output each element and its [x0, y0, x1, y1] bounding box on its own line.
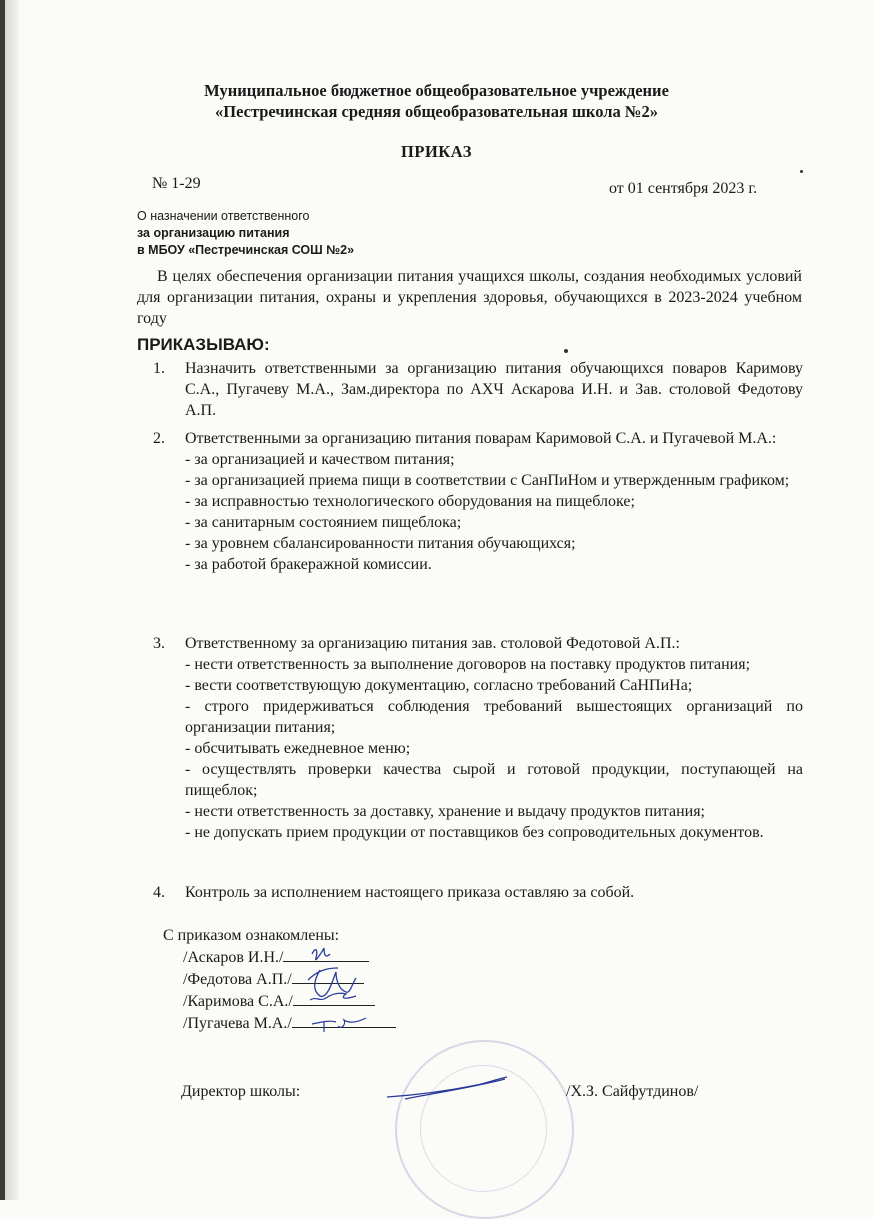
order-date: от 01 сентября 2023 г.	[609, 180, 758, 197]
subject-line-1: О назначении ответственного	[137, 209, 310, 223]
order-subject	[137, 208, 354, 259]
sub-item: - вести соответствующую документацию, согласно требований СаНПиНа;	[185, 677, 693, 694]
scan-speck	[564, 349, 568, 353]
preamble-paragraph: В целях обеспечения организации питания учащихся школы, создания необходимых условий для организации питания, охраны и укрепления здоровья, обучающихся в 2023-2024 учебном году	[137, 268, 802, 327]
director-signature	[385, 1075, 515, 1105]
signer-name: /Аскаров И.Н./	[183, 949, 284, 966]
sub-item: - за уровнем сбалансированности питания обучающихся;	[185, 535, 576, 552]
signer-name: /Федотова А.П./	[183, 971, 292, 988]
item-number: 3.	[153, 635, 165, 652]
order-item-2	[153, 428, 803, 575]
org-name-line1: Муниципальное бюджетное общеобразовательное учреждение	[204, 81, 669, 100]
sub-item: - нести ответственность за выполнение договоров на поставку продуктов питания;	[185, 656, 751, 673]
org-name-line2: «Пестречинская средняя общеобразовательная школа №2»	[215, 102, 658, 121]
sub-item: - нести ответственность за доставку, хранение и выдачу продуктов питания;	[185, 803, 705, 820]
sub-item: - за работой бракеражной комиссии.	[185, 556, 432, 573]
order-item-3	[153, 633, 803, 843]
subject-line-2: за организацию питания	[137, 226, 290, 240]
sub-item: - за организацией и качеством питания;	[185, 451, 455, 468]
order-number: № 1-29	[152, 175, 201, 192]
signer-name: /Пугачева М.А./	[183, 1015, 292, 1032]
sub-item: - осуществлять проверки качества сырой и готовой продукции, поступающей на пищеблок;	[185, 761, 803, 799]
scan-speck	[800, 170, 803, 173]
signature-karimova	[310, 993, 356, 1000]
signer-name: /Каримова С.А./	[183, 993, 293, 1010]
item-text: Ответственному за организацию питания зав. столовой Федотовой А.П.:	[185, 635, 680, 652]
signature-fedotova	[308, 968, 356, 996]
signature-pugacheva	[312, 1018, 366, 1032]
item-number: 4.	[153, 884, 165, 901]
director-name: /Х.З. Сайфутдинов/	[566, 1083, 699, 1100]
item-text: Назначить ответственными за организацию питания обучающихся поваров Каримову С.А., Пугачеву М.А., Зам.директора по АХЧ Аскарова И.Н. и Зав. столовой Федотову А.П.	[185, 360, 803, 419]
document-title: ПРИКАЗ	[401, 142, 472, 161]
sub-item: - за санитарным состоянием пищеблока;	[185, 514, 462, 531]
sub-item: - за исправностью технологического оборудования на пищеблоке;	[185, 493, 635, 510]
signature-askarov	[312, 948, 330, 960]
order-item-4	[153, 882, 803, 903]
item-number: 2.	[153, 430, 165, 447]
page-left-shadow	[5, 0, 19, 1200]
director-label: Директор школы:	[181, 1083, 301, 1100]
item-text: Контроль за исполнением настоящего приказа оставляю за собой.	[185, 884, 635, 901]
sub-item: - строго придерживаться соблюдения требований вышестоящих организаций по организации питания;	[185, 698, 803, 736]
item-text: Ответственными за организацию питания поварам Каримовой С.А. и Пугачевой М.А.:	[185, 430, 777, 447]
subject-line-3: в МБОУ «Пестречинская СОШ №2»	[137, 243, 355, 257]
sub-item: - обсчитывать ежедневное меню;	[185, 740, 411, 757]
order-heading: ПРИКАЗЫВАЮ:	[137, 335, 270, 354]
order-item-1	[153, 358, 803, 421]
sub-item: - за организацией приема пищи в соответствии с СанПиНом и утвержденным графиком;	[185, 472, 790, 489]
handwritten-signatures	[290, 940, 390, 1040]
item-number: 1.	[153, 360, 165, 377]
acquainted-label: С приказом ознакомлены:	[163, 927, 340, 944]
sub-item: - не допускать прием продукции от поставщиков без сопроводительных документов.	[185, 824, 764, 841]
